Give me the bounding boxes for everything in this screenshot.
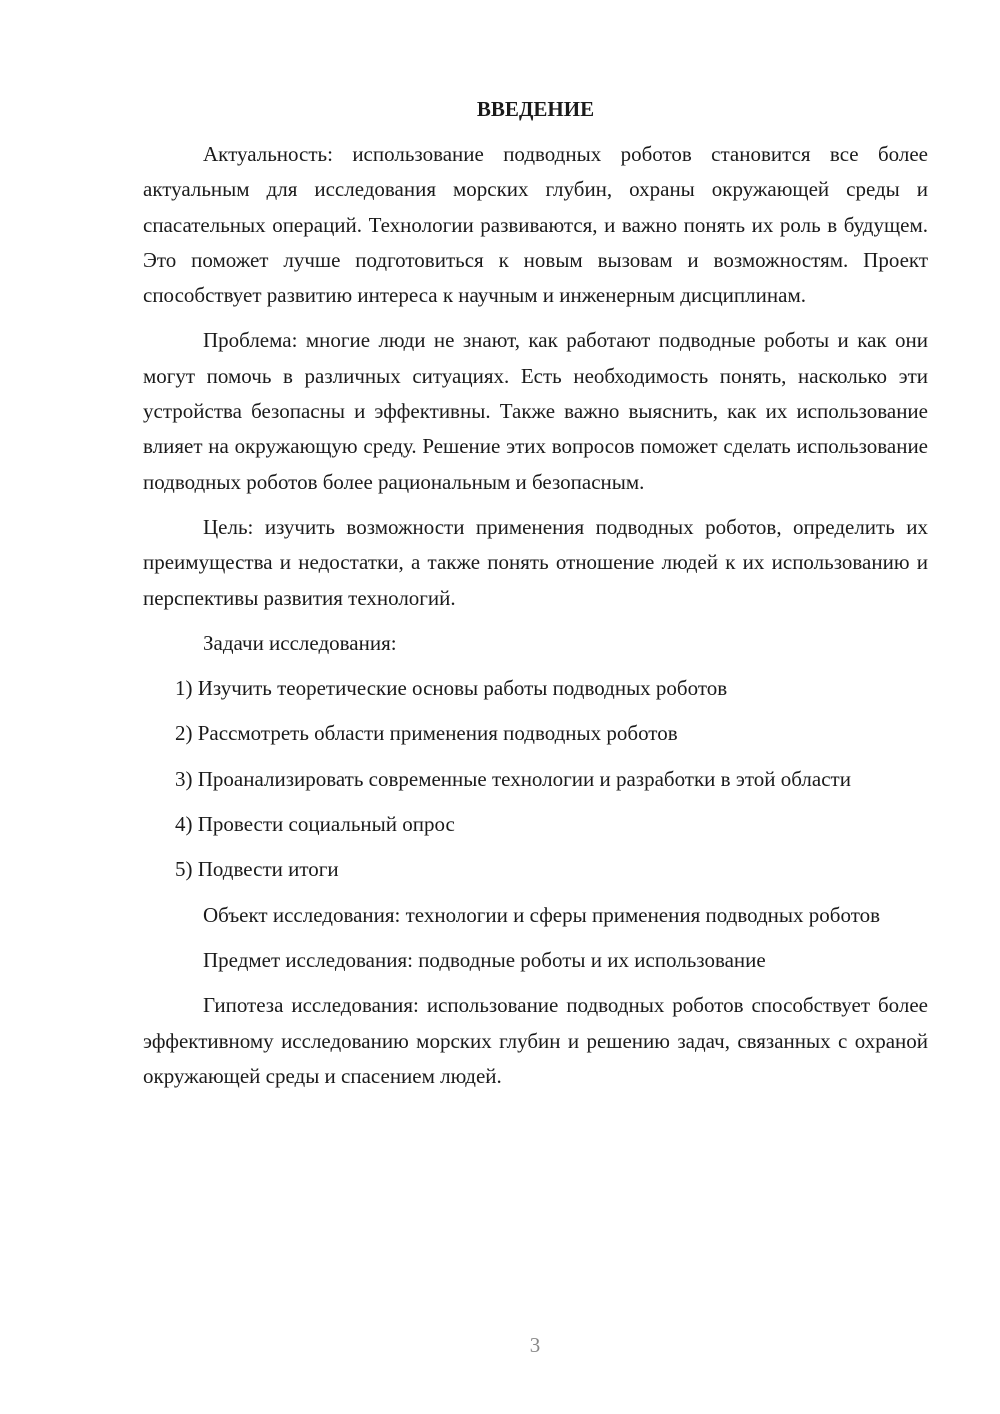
paragraph-goal: Цель: изучить возможности применения подводных роботов, определить их преимущества и недостатки, а также понять отношение людей к их использованию и перспективы развития технологий. <box>143 514 928 610</box>
paragraph-object: Объект исследования: технологии и сферы применения подводных роботов <box>203 902 881 927</box>
paragraph-problem: Проблема: многие люди не знают, как работают подводные роботы и как они могут помочь в различных ситуациях. Есть необходимость понять, насколько эти устройства безопасны и эффективны. Также важно выяснить, как их использование влияет на окружающую среду. Решение этих вопросов поможет сделать использование подводных роботов более рациональным и безопасным. <box>143 328 928 494</box>
task-item-5: 5) Подвести итоги <box>175 857 339 882</box>
task-item-3: 3) Проанализировать современные технологии и разработки в этой области <box>175 766 851 791</box>
paragraph-relevance: Актуальность: использование подводных роботов становится все более актуальным для исследования морских глубин, охраны окружающей среды и спасательных операций. Технологии развиваются, и важно понять их роль в будущем. Это поможет лучше подготовиться к новым вызовам и возможностям. Проект способствует развитию интереса к научным и инженерным дисциплинам. <box>143 142 928 308</box>
task-item-2: 2) Рассмотреть области применения подводных роботов <box>175 721 678 746</box>
paragraph-hypothesis: Гипотеза исследования: использование подводных роботов способствует более эффективному исследованию морских глубин и решению задач, связанных с охраной окружающей среды и спасением людей. <box>143 993 928 1088</box>
page-title: ВВЕДЕНИЕ <box>476 97 595 121</box>
paragraph-subject: Предмет исследования: подводные роботы и их использование <box>203 947 766 972</box>
tasks-heading: Задачи исследования: <box>203 630 397 655</box>
task-item-1: 1) Изучить теоретические основы работы подводных роботов <box>175 676 728 701</box>
document-page <box>143 92 928 1104</box>
task-item-4: 4) Провести социальный опрос <box>175 812 455 837</box>
page-number: 3 <box>529 1333 541 1357</box>
